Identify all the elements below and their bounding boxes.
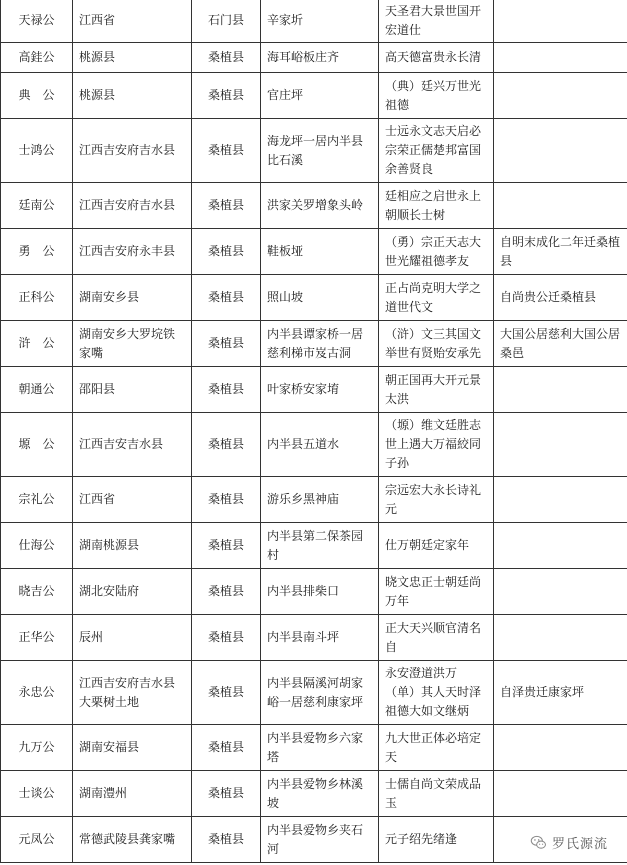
table-row bbox=[1, 661, 627, 725]
origin-cell: 桃源县 bbox=[73, 73, 192, 119]
settlement-cell: 内半县第二保茶园村 bbox=[261, 523, 379, 569]
county-cell: 桑植县 bbox=[192, 119, 261, 183]
settlement-cell: 内半县爱物乡夹石河 bbox=[261, 817, 379, 863]
note-cell bbox=[494, 73, 627, 119]
generation-names-cell: （勇）宗正天志大世光耀祖德孝友 bbox=[379, 229, 494, 275]
generation-names-cell: 高天德富贵永长清 bbox=[379, 43, 494, 73]
settlement-cell: 鞋板垭 bbox=[261, 229, 379, 275]
origin-cell: 湖南澧州 bbox=[73, 771, 192, 817]
watermark bbox=[527, 832, 611, 853]
generation-names-cell: 朝正国再大开元景太洪 bbox=[379, 367, 494, 413]
generation-names-cell: 九大世正体必培定天 bbox=[379, 725, 494, 771]
ancestor-cell: 正华公 bbox=[1, 615, 73, 661]
origin-cell: 江西省 bbox=[73, 477, 192, 523]
generation-names-cell: 廷相应之启世永上朝顺长士树 bbox=[379, 183, 494, 229]
table-row bbox=[1, 771, 627, 817]
note-cell bbox=[494, 0, 627, 43]
settlement-cell: 内半县爱物乡林溪坡 bbox=[261, 771, 379, 817]
settlement-cell: 内半县爱物乡六家塔 bbox=[261, 725, 379, 771]
ancestor-cell: 浒 公 bbox=[1, 321, 73, 367]
note-cell bbox=[494, 183, 627, 229]
county-cell: 桑植县 bbox=[192, 275, 261, 321]
note-cell: 自泽贵迁康家坪 bbox=[494, 661, 627, 725]
settlement-cell: 内半县谭家桥一居慈利梯市岌古洞 bbox=[261, 321, 379, 367]
generation-names-cell: 永安澄道洪万（单）其人天时泽祖德大如文继炳 bbox=[379, 661, 494, 725]
table-row bbox=[1, 367, 627, 413]
watermark-text: 罗氏源流 bbox=[551, 837, 608, 852]
table-row bbox=[1, 321, 627, 367]
origin-cell: 江西吉安府吉水县 bbox=[73, 183, 192, 229]
origin-cell: 江西吉安吉水县 bbox=[73, 413, 192, 477]
generation-names-cell: 仕万朝廷定家年 bbox=[379, 523, 494, 569]
table-row bbox=[1, 523, 627, 569]
table-row bbox=[1, 615, 627, 661]
settlement-cell: 官庄坪 bbox=[261, 73, 379, 119]
table-row bbox=[1, 569, 627, 615]
origin-cell: 江西吉安府永丰县 bbox=[73, 229, 192, 275]
generation-names-cell: （塬）维文廷胜志世上遇大万福絞同子孙 bbox=[379, 413, 494, 477]
ancestor-cell: 九万公 bbox=[1, 725, 73, 771]
table-row bbox=[1, 119, 627, 183]
note-cell bbox=[494, 119, 627, 183]
ancestor-cell: 晓吉公 bbox=[1, 569, 73, 615]
county-cell: 桑植县 bbox=[192, 43, 261, 73]
note-cell bbox=[494, 413, 627, 477]
generation-names-cell: 天圣君大景世国开宏道仕 bbox=[379, 0, 494, 43]
table-row bbox=[1, 43, 627, 73]
generation-names-cell: 士儒自尚文荣成品玉 bbox=[379, 771, 494, 817]
wechat-icon bbox=[530, 834, 547, 851]
ancestor-cell: 士谈公 bbox=[1, 771, 73, 817]
origin-cell: 江西省 bbox=[73, 0, 192, 43]
generation-names-cell: （浒）文三其国文举世有贤贻安承先 bbox=[379, 321, 494, 367]
county-cell: 桑植县 bbox=[192, 725, 261, 771]
table-row bbox=[1, 73, 627, 119]
county-cell: 桑植县 bbox=[192, 229, 261, 275]
origin-cell: 辰州 bbox=[73, 615, 192, 661]
ancestor-cell: 仕海公 bbox=[1, 523, 73, 569]
county-cell: 桑植县 bbox=[192, 569, 261, 615]
origin-cell: 常德武陵县龚家嘴 bbox=[73, 817, 192, 863]
ancestor-cell: 塬 公 bbox=[1, 413, 73, 477]
ancestor-cell: 廷南公 bbox=[1, 183, 73, 229]
generation-names-cell: 正占尚克明大学之道世代文 bbox=[379, 275, 494, 321]
settlement-cell: 照山坡 bbox=[261, 275, 379, 321]
ancestor-cell: 永忠公 bbox=[1, 661, 73, 725]
settlement-cell: 叶家桥安家堉 bbox=[261, 367, 379, 413]
origin-cell: 湖南安福县 bbox=[73, 725, 192, 771]
settlement-cell: 辛家圻 bbox=[261, 0, 379, 43]
county-cell: 桑植县 bbox=[192, 73, 261, 119]
county-cell: 桑植县 bbox=[192, 183, 261, 229]
note-cell bbox=[494, 43, 627, 73]
note-cell bbox=[494, 477, 627, 523]
note-cell: 自尚贵公迁桑植县 bbox=[494, 275, 627, 321]
ancestor-cell: 勇 公 bbox=[1, 229, 73, 275]
table-row bbox=[1, 725, 627, 771]
origin-cell: 桃源县 bbox=[73, 43, 192, 73]
table-row bbox=[1, 0, 627, 43]
county-cell: 桑植县 bbox=[192, 367, 261, 413]
origin-cell: 江西吉安府吉水县大栗树土地 bbox=[73, 661, 192, 725]
ancestor-cell: 宗礼公 bbox=[1, 477, 73, 523]
note-cell bbox=[494, 725, 627, 771]
generation-names-cell: 士远永文志天启必宗荣正儒楚邦富国余善贤良 bbox=[379, 119, 494, 183]
ancestor-cell: 高銈公 bbox=[1, 43, 73, 73]
ancestor-cell: 天禄公 bbox=[1, 0, 73, 43]
table-row bbox=[1, 413, 627, 477]
note-cell bbox=[494, 771, 627, 817]
table-row bbox=[1, 275, 627, 321]
generation-names-cell: （典）廷兴万世光祖德 bbox=[379, 73, 494, 119]
origin-cell: 江西吉安府吉水县 bbox=[73, 119, 192, 183]
county-cell: 桑植县 bbox=[192, 817, 261, 863]
note-cell bbox=[494, 569, 627, 615]
county-cell: 石门县 bbox=[192, 0, 261, 43]
ancestor-cell: 典 公 bbox=[1, 73, 73, 119]
settlement-cell: 内半县南斗坪 bbox=[261, 615, 379, 661]
table-row bbox=[1, 477, 627, 523]
table-row bbox=[1, 183, 627, 229]
settlement-cell: 内半县隔溪河胡家峪一居慈利康家坪 bbox=[261, 661, 379, 725]
settlement-cell: 海龙坪一居内半县比石溪 bbox=[261, 119, 379, 183]
county-cell: 桑植县 bbox=[192, 661, 261, 725]
note-cell: 自明末成化二年迁桑植县 bbox=[494, 229, 627, 275]
generation-names-cell: 元子绍先绪逢 bbox=[379, 817, 494, 863]
ancestor-cell: 正科公 bbox=[1, 275, 73, 321]
generation-names-cell: 正大天兴顺官清名自 bbox=[379, 615, 494, 661]
settlement-cell: 内半县排柴口 bbox=[261, 569, 379, 615]
origin-cell: 湖北安陆府 bbox=[73, 569, 192, 615]
county-cell: 桑植县 bbox=[192, 523, 261, 569]
settlement-cell: 洪家关罗增象头岭 bbox=[261, 183, 379, 229]
origin-cell: 邵阳县 bbox=[73, 367, 192, 413]
note-cell: 大国公居慈利大国公居桑邑 bbox=[494, 321, 627, 367]
table-row bbox=[1, 229, 627, 275]
settlement-cell: 游乐乡黑神庙 bbox=[261, 477, 379, 523]
county-cell: 桑植县 bbox=[192, 413, 261, 477]
ancestor-cell: 朝通公 bbox=[1, 367, 73, 413]
note-cell bbox=[494, 615, 627, 661]
generation-names-cell: 晓文忠正士朝廷尚万年 bbox=[379, 569, 494, 615]
origin-cell: 湖南安乡县 bbox=[73, 275, 192, 321]
ancestor-cell: 士鸿公 bbox=[1, 119, 73, 183]
ancestor-cell: 元凤公 bbox=[1, 817, 73, 863]
county-cell: 桑植县 bbox=[192, 615, 261, 661]
county-cell: 桑植县 bbox=[192, 477, 261, 523]
settlement-cell: 海耳峪板庄齐 bbox=[261, 43, 379, 73]
county-cell: 桑植县 bbox=[192, 771, 261, 817]
county-cell: 桑植县 bbox=[192, 321, 261, 367]
settlement-cell: 内半县五道水 bbox=[261, 413, 379, 477]
note-cell bbox=[494, 367, 627, 413]
origin-cell: 湖南桃源县 bbox=[73, 523, 192, 569]
note-cell bbox=[494, 523, 627, 569]
origin-cell: 湖南安乡大罗垸铁家嘴 bbox=[73, 321, 192, 367]
generation-names-cell: 宗远宏大永长诗礼元 bbox=[379, 477, 494, 523]
